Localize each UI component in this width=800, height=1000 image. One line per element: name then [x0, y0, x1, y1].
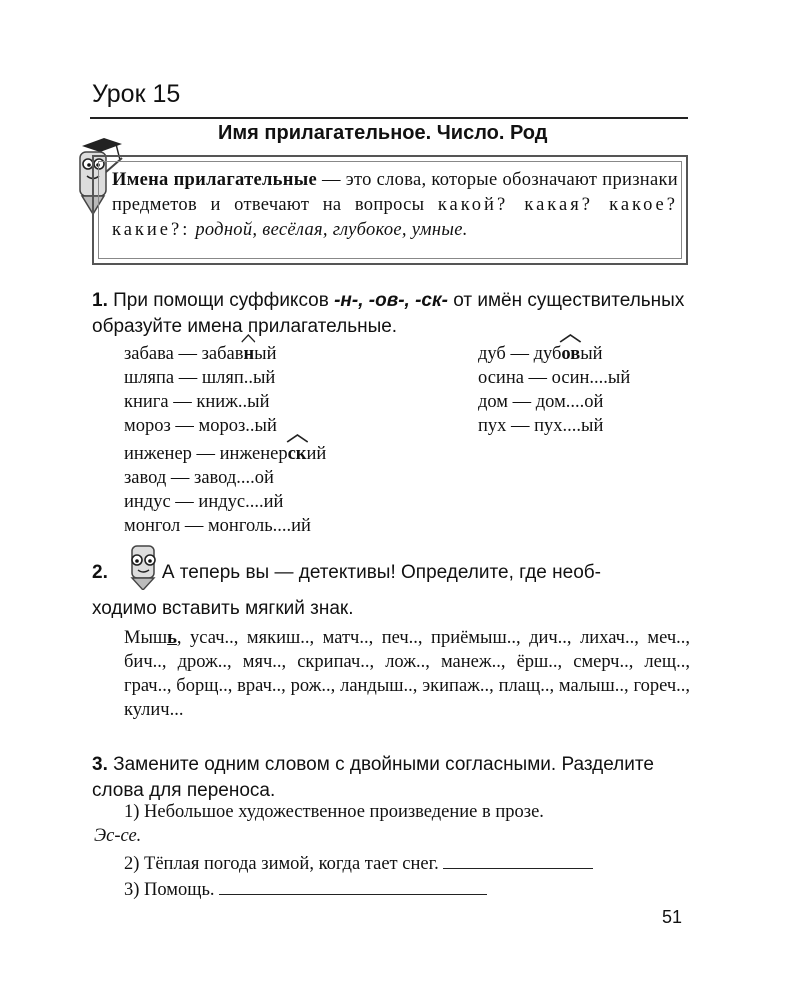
page-number: 51 — [662, 907, 683, 927]
task-1-suffixes: -н-, -ов-, -ск- — [334, 290, 448, 311]
lesson-label: Урок 15 — [92, 80, 181, 108]
word-pair-text: мороз — мороз..ый — [124, 416, 277, 436]
task-1-left-column — [124, 342, 277, 438]
task-2-line-1-text: А теперь вы — детективы! Определите, где необ- — [161, 562, 601, 583]
word-pair — [124, 414, 277, 438]
answer-blank-2[interactable] — [443, 850, 593, 869]
rule-term: Имена прилагательные — [112, 170, 317, 190]
suffix-mark: н — [243, 342, 254, 366]
word-pair-text: инженер — инженер — [124, 444, 288, 464]
word-pair — [124, 342, 277, 366]
suffix-mark: ов — [561, 342, 580, 366]
task-3-item-1: 1) Небольшое художественное произведение в прозе. — [124, 802, 544, 822]
word-pair-text: книга — книж..ый — [124, 392, 270, 412]
task-2-first-letter: ь — [167, 628, 177, 648]
task-3-number: 3. — [92, 754, 108, 775]
word-pair — [478, 390, 630, 414]
word-pair-ending: ый — [254, 344, 277, 364]
word-pair-text: пух — пух....ый — [478, 416, 604, 436]
task-1-number: 1. — [92, 290, 108, 311]
word-pair-text: шляпа — шляп..ый — [124, 368, 276, 388]
rule-questions: какой? какая? какое? какие?: — [112, 195, 678, 240]
task-3-text — [92, 752, 688, 804]
word-pair-text: индус — индус....ий — [124, 492, 284, 512]
task-2-line-1 — [92, 560, 692, 586]
task-2-line-2: ходимо вставить мягкий знак. — [92, 598, 354, 619]
word-pair-text: завод — завод....ой — [124, 468, 274, 488]
task-1-right-column — [478, 342, 630, 438]
task-3-answer-1-text: Эс-се. — [94, 826, 142, 846]
task-3-answer-1 — [94, 824, 664, 848]
task-3-item-2 — [124, 850, 694, 876]
task-2-number: 2. — [92, 562, 108, 583]
word-pair — [124, 514, 326, 538]
lesson-divider — [90, 117, 688, 119]
task-3-item-3-text: 3) Помощь. — [124, 880, 215, 900]
word-pair — [478, 342, 630, 366]
task-3-item-3 — [124, 876, 694, 902]
word-pair — [124, 466, 326, 490]
rule-examples: родной, весёлая, глубокое, умные. — [195, 220, 468, 240]
word-pair — [124, 490, 326, 514]
task-3-item-2-text: 2) Тёплая погода зимой, когда тает снег. — [124, 854, 439, 874]
task-1-bottom-column — [124, 442, 326, 538]
suffix-arc-icon — [286, 433, 309, 443]
task-1-text — [92, 288, 692, 340]
word-pair-text: дуб — дуб — [478, 344, 562, 364]
task-1-text-b: от имён существительных образуйте имена прилагательные. — [92, 290, 685, 337]
rule-definition: — это слова, которые обозначают признаки предметов и отвечают на вопросы — [112, 170, 679, 215]
word-pair — [124, 366, 277, 390]
rule-text — [112, 168, 678, 243]
word-pair — [478, 414, 630, 438]
word-pair — [124, 442, 326, 466]
word-pair-ending: ый — [580, 344, 603, 364]
task-3-instructions: Замените одним словом с двойными согласными. Разделите слова для переноса. — [92, 754, 654, 801]
word-pair-text: забава — забав — [124, 344, 244, 364]
suffix-arc-icon — [241, 333, 256, 343]
task-1-text-a: При помощи суффиксов — [113, 290, 335, 311]
word-pair-ending: ий — [306, 444, 327, 464]
task-2-words — [124, 626, 690, 722]
page-title: Имя прилагательное. Число. Род — [218, 122, 548, 144]
word-pair-text: осина — осин....ый — [478, 368, 631, 388]
suffix-arc-icon — [559, 333, 582, 343]
task-2-word-list: , усач.., мякиш.., матч.., печ.., приёмыш.., дич.., лихач.., меч.., бич.., дрож.., мяч.., скрипач.., лож.., манеж.., ёрш.., смерч.., лещ.., грач.., борщ.., врач.., рож.., ландыш.., экипаж.., плащ.., малыш.., гореч.., кулич... — [124, 628, 690, 720]
word-pair-text: дом — дом....ой — [478, 392, 604, 412]
answer-blank-3[interactable] — [219, 876, 487, 895]
suffix-mark: ск — [288, 442, 307, 466]
task-2-first-word: Мыш — [124, 628, 168, 648]
word-pair — [124, 390, 277, 414]
word-pair — [478, 366, 630, 390]
word-pair-text: монгол — монголь....ий — [124, 516, 311, 536]
